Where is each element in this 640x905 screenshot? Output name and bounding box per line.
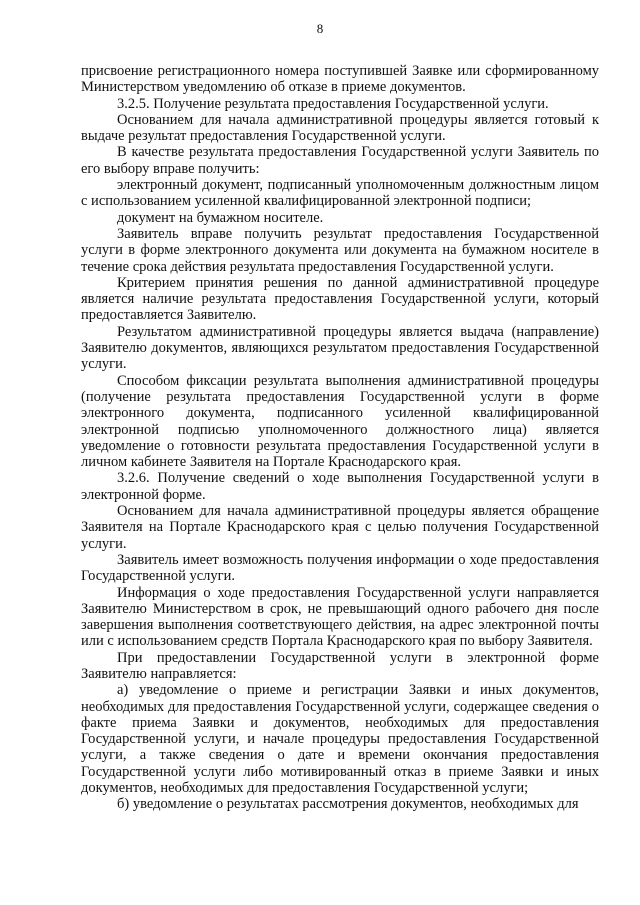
paragraph: Способом фиксации результата выполнения административной процедуры (получение результата предоставления Государственной услуги в форме электронного документа, подписанного усиленной квалифицированной электронной подписью уполномоченного должностного лица) является уведомление о готовности результата предоставления Государственной услуги в личном кабинете Заявителя на Портале Краснодарского края. bbox=[81, 372, 599, 471]
page-number: 8 bbox=[316, 21, 324, 36]
paragraph: При предоставлении Государственной услуги в электронной форме Заявителю направляется: bbox=[81, 649, 599, 682]
paragraph: В качестве результата предоставления Государственной услуги Заявитель по его выбору вправе получить: bbox=[81, 144, 599, 177]
paragraph: б) уведомление о результатах рассмотрения документов, необходимых для bbox=[117, 796, 579, 813]
paragraph: Критерием принятия решения по данной административной процедуре является наличие результата предоставления Государственной услуги, который предоставляется Заявителю. bbox=[81, 274, 599, 324]
document-body bbox=[81, 63, 599, 813]
paragraph: Результатом административной процедуры является выдача (направление) Заявителю документов, являющихся результатом предоставления Государственной услуги. bbox=[81, 323, 599, 373]
paragraph: присвоение регистрационного номера поступившей Заявке или сформированному Министерством уведомлению об отказе в приеме документов. bbox=[81, 63, 599, 96]
paragraph: электронный документ, подписанный уполномоченным должностным лицом с использованием усиленной квалифицированной электронной подписи; bbox=[81, 177, 599, 210]
paragraph: Информация о ходе предоставления Государственной услуги направляется Заявителю Министерством в срок, не превышающий одного рабочего дня после завершения выполнения соответствующего действия, на адрес электронной почты или с использованием средств Портала Краснодарского края по выбору Заявителя. bbox=[81, 584, 599, 650]
paragraph: Заявитель имеет возможность получения информации о ходе предоставления Государственной услуги. bbox=[81, 551, 599, 585]
paragraph: Заявитель вправе получить результат предоставления Государственной услуги в форме электронного документа или документа на бумажном носителе в течение срока действия результата предоставления Государственной услуги. bbox=[81, 225, 599, 275]
paragraph: документ на бумажном носителе. bbox=[117, 209, 324, 226]
paragraph: Основанием для начала административной процедуры является готовый к выдаче результат предоставления Государственной услуги. bbox=[81, 111, 599, 145]
paragraph: Основанием для начала административной процедуры является обращение Заявителя на Портале Краснодарского края с целью получения Государственной услуги. bbox=[81, 503, 599, 552]
paragraph: а) уведомление о приеме и регистрации Заявки и иных документов, необходимых для предоставления Государственной услуги, содержащее сведения о факте приема Заявки и документов, необходимых для предоставления Государственной услуги, и начале процедуры предоставления Государственной услуги, а также сведения о дате и времени окончания предоставления Государственной услуги либо мотивированный отказ в приеме Заявки и иных документов, необходимых для предоставления Государственной услуги; bbox=[81, 682, 599, 797]
paragraph: 3.2.5. Получение результата предоставления Государственной услуги. bbox=[117, 95, 549, 112]
paragraph: 3.2.6. Получение сведений о ходе выполнения Государственной услуги в электронной форме. bbox=[81, 470, 599, 503]
